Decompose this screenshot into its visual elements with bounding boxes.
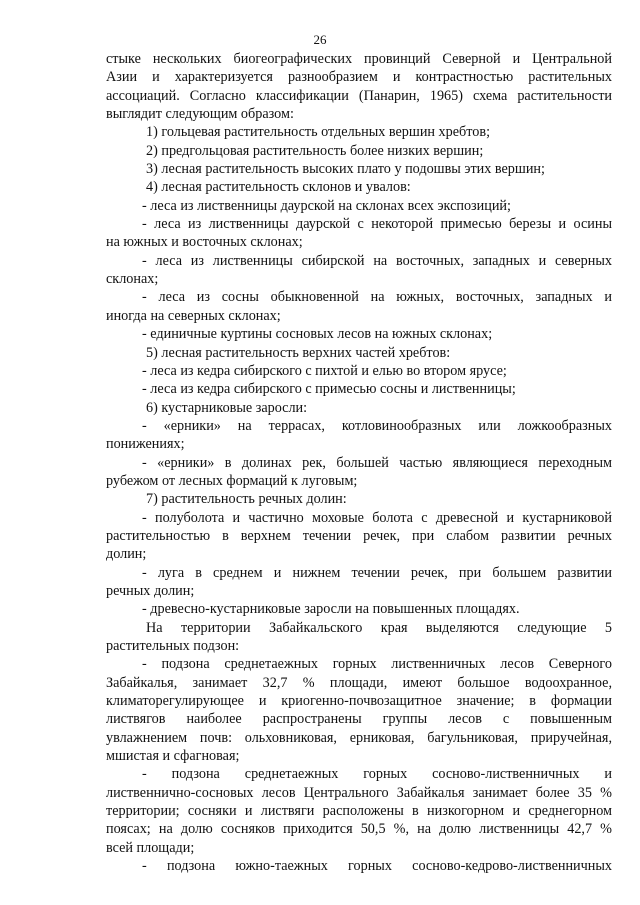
text-line: - леса из сосны обыкновенной на южных, восточных, западных и <box>142 289 612 306</box>
text-line: - подзона среднетаежных горных лиственничных лесов Северного <box>142 656 612 673</box>
text-line: растительных подзон: <box>106 638 240 654</box>
text-line: - единичные куртины сосновых лесов на южных склонах; <box>142 326 493 343</box>
text-line: 6) кустарниковые заросли: <box>146 399 308 416</box>
text-line: - «ерники» в долинах рек, большей частью являющиеся переходным <box>142 454 612 471</box>
text-line: долин; <box>106 546 147 563</box>
page-number: 26 <box>313 32 327 47</box>
text-line: стыке нескольких биогеографических провинций Северной и Центральной <box>106 51 612 67</box>
text-line: - леса из кедра сибирского с примесью сосны и лиственницы; <box>142 381 516 398</box>
text-line: - полуболота и частично моховые болота с древесной и кустарниковой <box>142 509 612 526</box>
text-line: - подзона среднетаежных горных сосново-лиственничных и <box>142 766 612 783</box>
text-line: Забайкалья, занимает 32,7 % площади, имеют большое водоохранное, <box>106 674 612 691</box>
text-line: 3) лесная растительность высоких плато у подошвы этих вершин; <box>146 161 545 178</box>
text-line: - леса из лиственницы даурской с некоторой примесью березы и осины <box>142 216 612 233</box>
text-line: 1) гольцевая растительность отдельных вершин хребтов; <box>146 124 491 141</box>
text-line: 2) предгольцовая растительность более низких вершин; <box>146 142 484 159</box>
text-line: выглядит следующим образом: <box>106 106 294 123</box>
text-line: 4) лесная растительность склонов и увалов: <box>146 179 411 196</box>
text-line: всей площади; <box>106 839 195 856</box>
body-text <box>106 50 612 875</box>
text-line: увлажнением почв: ольховниковая, ерниковая, багульниковая, приручейная, <box>106 729 612 746</box>
text-line: климаторегулирующее и криогенно-почвозащитное значение; в формации <box>106 693 612 710</box>
text-line: речных долин; <box>106 582 195 599</box>
text-line: ассоциаций. Согласно классификации (Панарин, 1965) схема растительности <box>106 87 612 104</box>
text-line: - древесно-кустарниковые заросли на повышенных площадях. <box>142 601 520 618</box>
text-line: рубежом от лесных формаций к луговым; <box>106 472 358 489</box>
text-line: иногда на северных склонах; <box>106 307 281 324</box>
text-line: склонах; <box>106 271 159 288</box>
text-line: растительностью в верхнем течении речек, при слабом развитии речных <box>106 527 612 544</box>
text-line: - леса из лиственницы даурской на склонах всех экспозиций; <box>142 197 511 214</box>
text-line: Азии и характеризуется разнообразием и контрастностью растительных <box>106 69 612 86</box>
text-line: - «ерники» на террасах, котловинообразных или ложкообразных <box>142 417 612 434</box>
text-line: на южных и восточных склонах; <box>106 234 303 251</box>
text-line: - леса из кедра сибирского с пихтой и елью во втором ярусе; <box>142 362 507 379</box>
text-line: территории; сосняки и листвяги расположены в низкогорном и среднегорном <box>106 803 612 820</box>
text-line: листвягов наиболее распространены группы лесов с повышенным <box>106 711 612 728</box>
text-line: 5) лесная растительность верхних частей хребтов: <box>146 344 451 361</box>
text-line: мшистая и сфагновая; <box>106 748 240 765</box>
text-line: - подзона южно-таежных горных сосново-кедрово-лиственничных <box>142 858 612 875</box>
text-line: На территории Забайкальского края выделяются следующие 5 <box>146 619 612 636</box>
text-line: поясах; на долю сосняков приходится 50,5 %, на долю лиственницы 42,7 % <box>106 821 612 838</box>
text-line: лиственнично-сосновых лесов Центрального Забайкалья занимает более 35 % <box>106 784 612 801</box>
text-line: - леса из лиственницы сибирской на восточных, западных и северных <box>142 252 612 269</box>
text-line: 7) растительность речных долин: <box>146 491 347 508</box>
text-line: - луга в среднем и нижнем течении речек, при большем развитии <box>142 564 612 581</box>
text-line: понижениях; <box>106 436 185 453</box>
